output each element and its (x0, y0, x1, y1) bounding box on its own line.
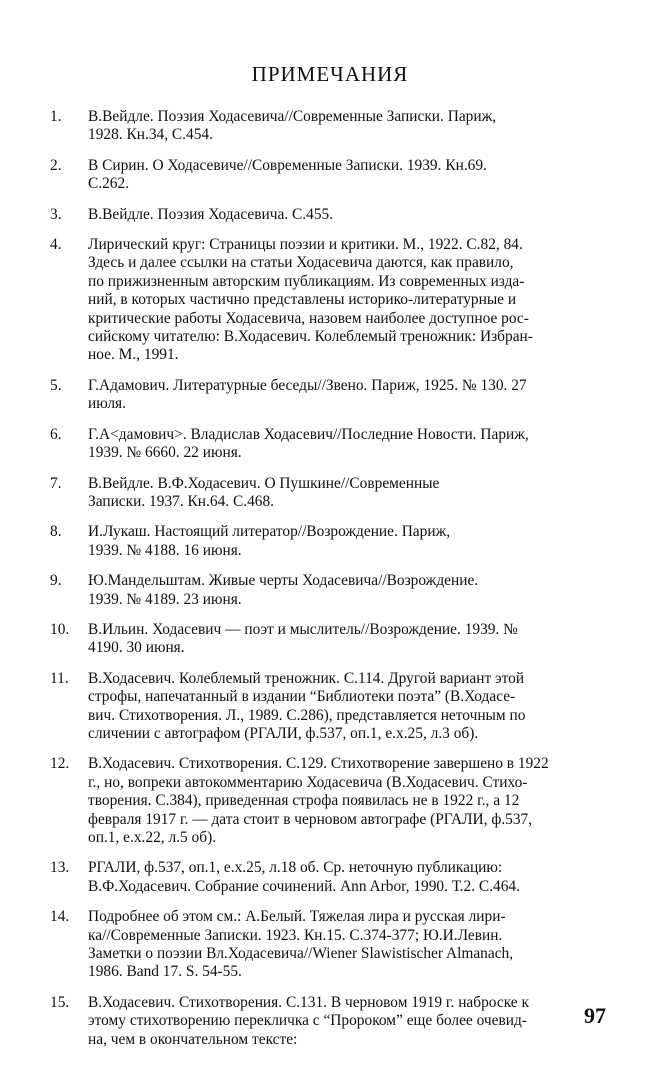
note-number: 8. (50, 523, 62, 541)
note-number: 10. (50, 620, 70, 638)
note-item (50, 908, 620, 982)
note-text: Г.Адамович. Литературные беседы//Звено. Париж, 1925. № 130. 27 июля. (88, 376, 527, 413)
note-number: 3. (50, 205, 62, 223)
note-text: И.Лукаш. Настоящий литератор//Возрождение. Париж, 1939. № 4188. 16 июня. (88, 523, 451, 559)
note-number: 12. (50, 755, 70, 773)
note-text: В.Ходасевич. Стихотворения. С.131. В черновом 1919 г. наброске к этому стихотворению перекличка с “Пророком” еще более очевид- на, чем в окончательном тексте: (88, 993, 529, 1048)
note-item (50, 108, 620, 145)
note-number: 1. (50, 108, 62, 125)
note-item (50, 755, 620, 847)
note-item (50, 994, 620, 1049)
note-number: 5. (50, 376, 62, 394)
note-number: 6. (50, 425, 62, 443)
note-item (50, 236, 620, 365)
note-item (50, 377, 620, 414)
note-text: В.Вейдле. Поэзия Ходасевича. С.455. (88, 205, 334, 223)
note-number: 11. (50, 669, 69, 687)
note-text: Лирический круг: Страницы поэзии и критики. М., 1922. С.82, 84. Здесь и далее ссылки на статьи Ходасевича даются, как правило, по прижизненным авторским публикациям. Из современных изда- ний, в которых частично представлены историко-литературные и критические работы Ходасевича, назовем наиболее доступное рос- сийскому читателю: В.Ходасевич. Колеблемый треножник: Избран- ное. М., 1991. (88, 236, 533, 364)
note-text: В.Ходасевич. Стихотворения. С.129. Стихотворение завершено в 1922 г., но, вопреки автокомментарию Ходасевича (В.Ходасевич. Стихо- творения. С.384), приведенная строфа появилась не в 1922 г., а 12 февраля 1917 г. — дата стоит в черновом автографе (РГАЛИ, ф.537, оп.1, е.х.22, л.5 об). (88, 755, 549, 846)
note-number: 9. (50, 572, 62, 590)
note-number: 13. (50, 859, 70, 877)
note-number: 14. (50, 908, 70, 926)
note-text: Ю.Мандельштам. Живые черты Ходасевича//Возрождение. 1939. № 4189. 23 июня. (88, 572, 479, 608)
note-item (50, 475, 620, 512)
note-item (50, 523, 620, 560)
notes-list (50, 108, 620, 1061)
note-item (50, 572, 620, 609)
note-text: В.Вейдле. Поэзия Ходасевича//Современные Записки. Париж, 1928. Кн.34, С.454. (88, 108, 497, 144)
note-item (50, 157, 620, 194)
note-number: 7. (50, 474, 62, 492)
page-title: ПРИМЕЧАНИЯ (251, 62, 409, 86)
note-item (50, 426, 620, 463)
note-number: 4. (50, 236, 62, 254)
note-text: Г.А<дамович>. Владислав Ходасевич//Последние Новости. Париж, 1939. № 6660. 22 июня. (88, 425, 529, 462)
note-item (50, 859, 620, 896)
note-number: 2. (50, 156, 62, 174)
note-text: В.Вейдле. В.Ф.Ходасевич. О Пушкине//Современные Записки. 1937. Кн.64. С.468. (88, 474, 440, 510)
note-number: 15. (50, 993, 70, 1011)
note-item (50, 621, 620, 658)
page-number: 97 (584, 1003, 606, 1028)
note-text: В.Ходасевич. Колеблемый треножник. С.114. Другой вариант этой строфы, напечатанный в издании “Библиотеки поэта” (В.Ходасе- вич. Стихотворения. Л., 1989. С.286), представляется неточным по сличении с автографом (РГАЛИ, ф.537, оп.1, е.х.25, л.3 об). (88, 669, 526, 742)
note-item (50, 206, 620, 224)
note-item (50, 670, 620, 744)
note-text: РГАЛИ, ф.537, оп.1, е.х.25, л.18 об. Ср. неточную публикацию: В.Ф.Ходасевич. Собрание сочинений. Ann Arbor, 1990. Т.2. С.464. (88, 859, 520, 895)
note-text: Подробнее об этом см.: А.Белый. Тяжелая лира и русская лири- ка//Современные Записки. 1923. Кн.15. С.374-377; Ю.И.Левин. Заметки о поэзии Вл.Ходасевича//Wiener Slawistischer Almanach, 1986. Band 17. S. 54-55. (88, 908, 514, 981)
note-text: В.Ильин. Ходасевич — поэт и мыслитель//Возрождение. 1939. № 4190. 30 июня. (88, 620, 518, 657)
note-text: В Сирин. О Ходасевиче//Современные Записки. 1939. Кн.69. С.262. (88, 156, 487, 193)
